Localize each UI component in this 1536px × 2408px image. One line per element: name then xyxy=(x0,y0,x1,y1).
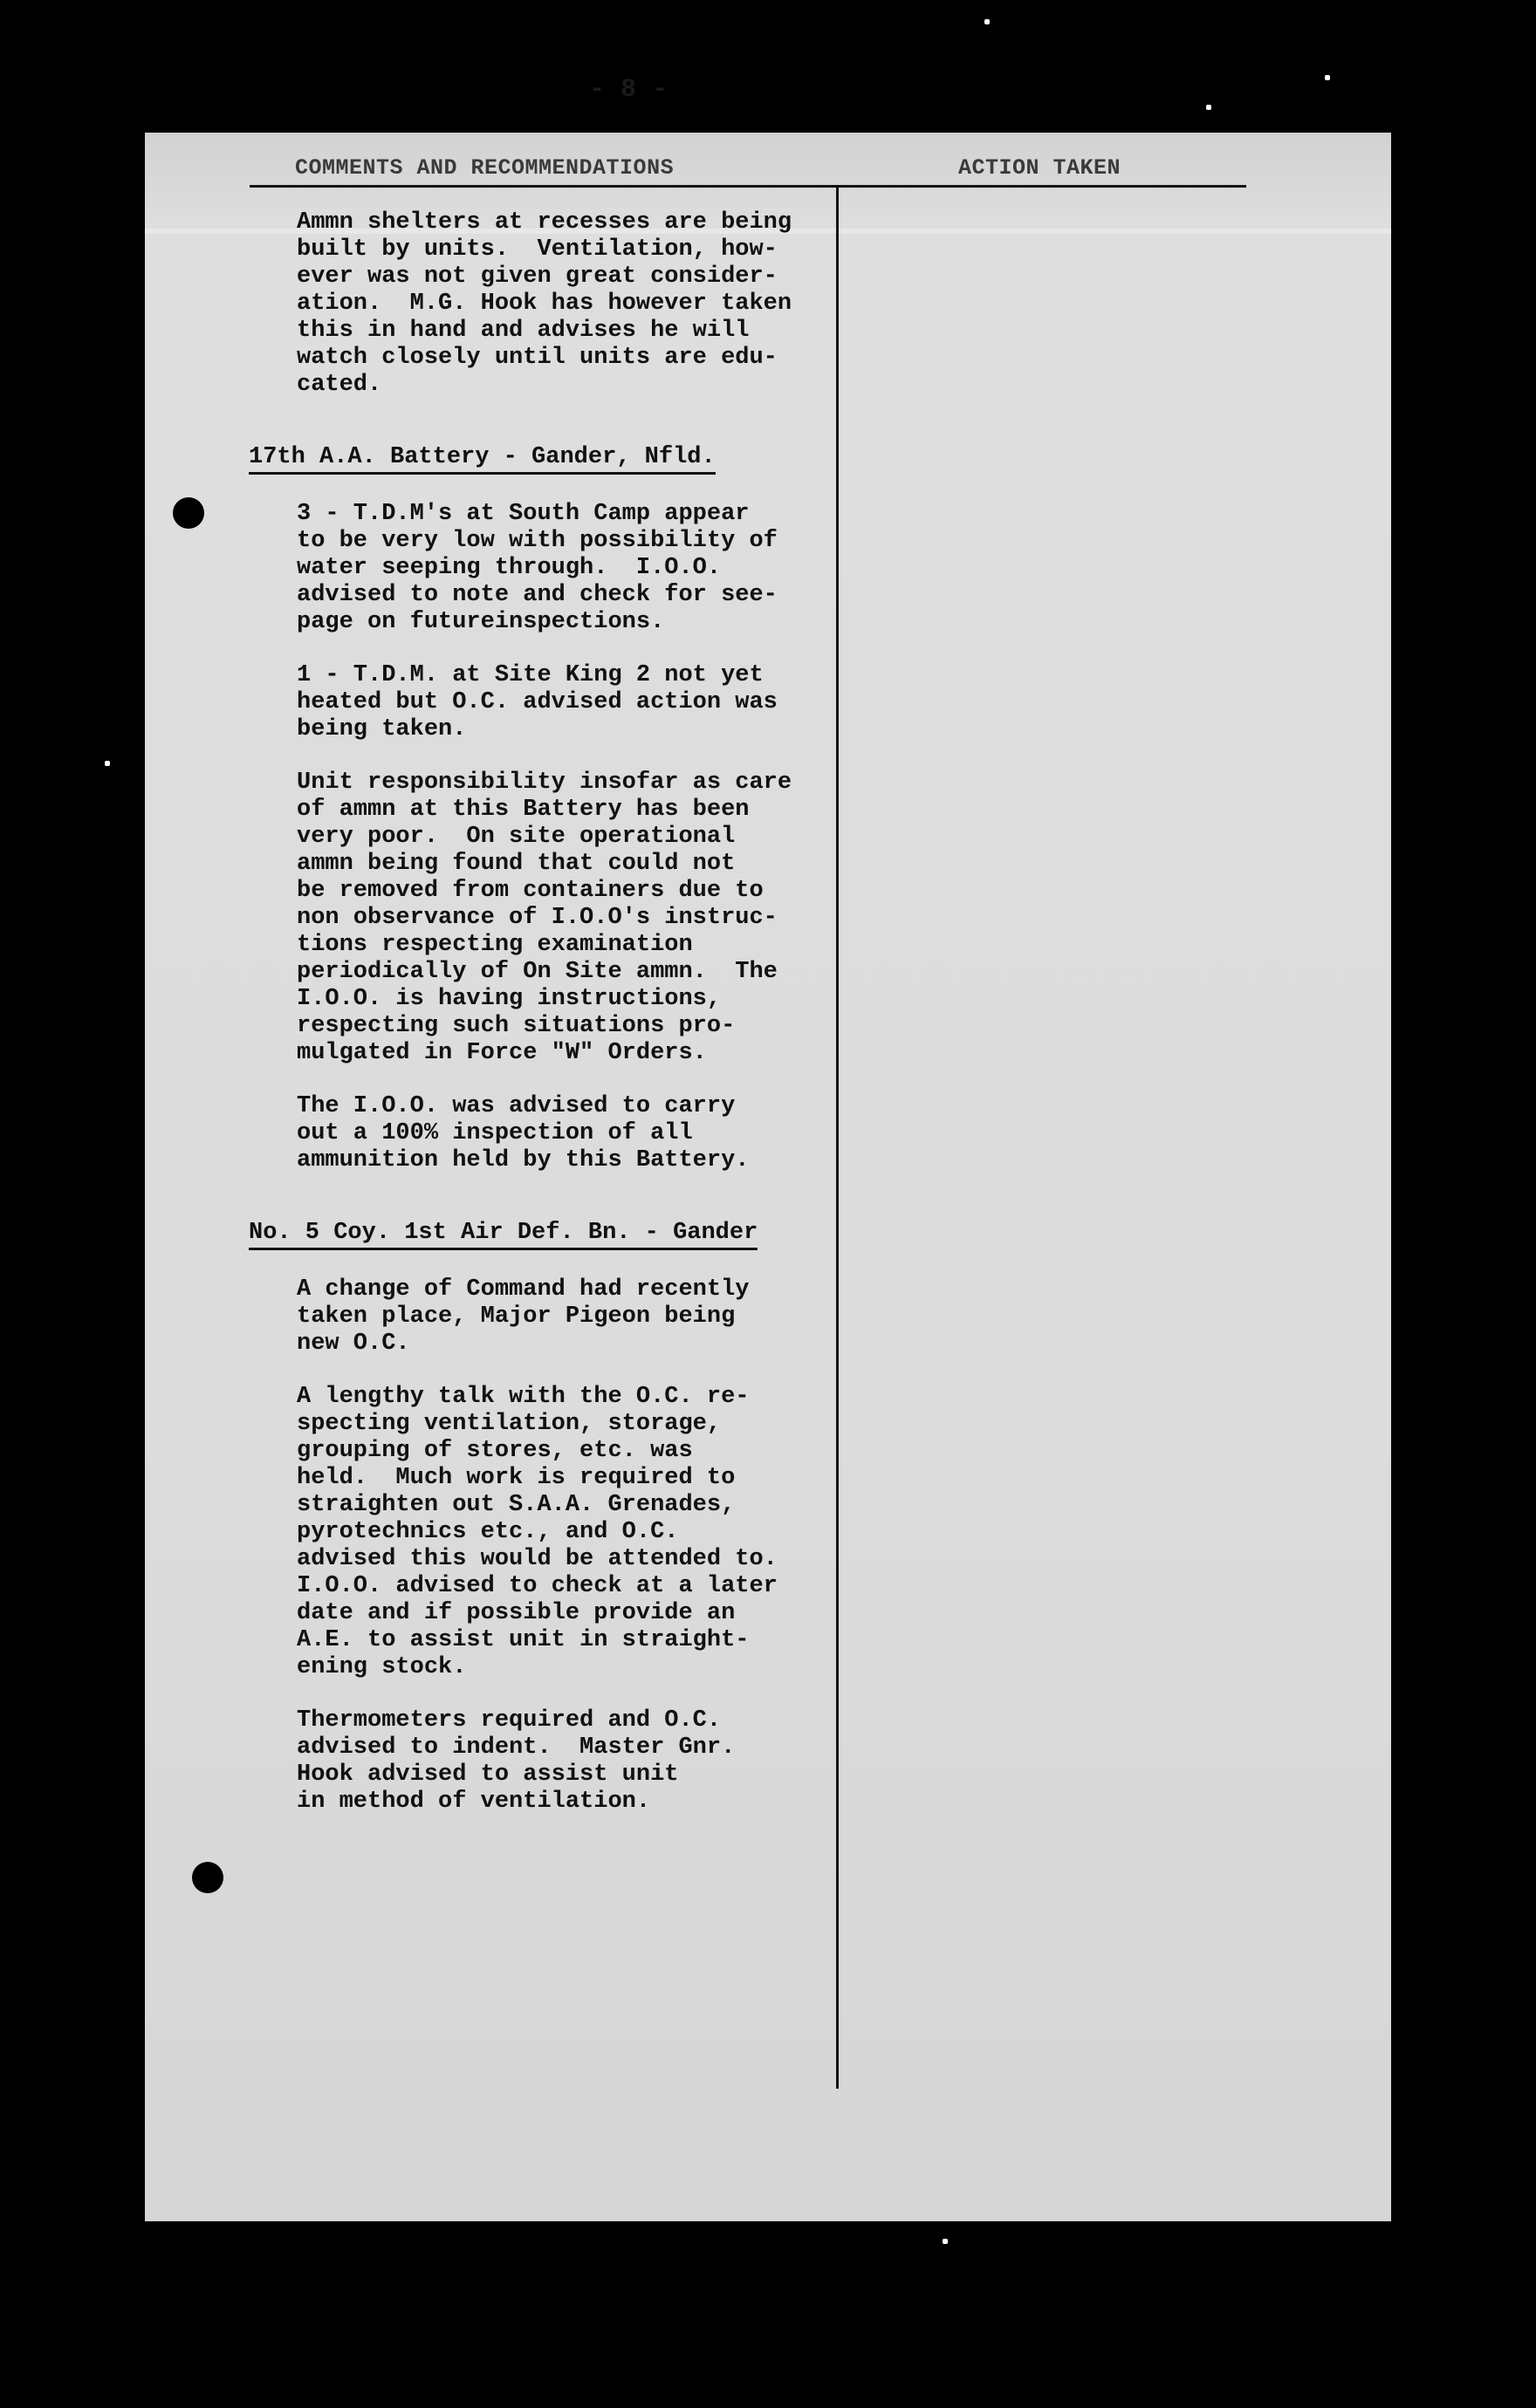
comments-column xyxy=(249,209,831,1842)
intro-paragraph: Ammn shelters at recesses are being built by units. Ventilation, how- ever was not given great consider- ation. M.G. Hook has however taken this in hand and advises he will watch closely until units are edu- cated. xyxy=(297,209,792,398)
section-company xyxy=(249,1201,831,1816)
scan-speck xyxy=(943,2239,948,2244)
paragraph: A change of Command had recently taken place, Major Pigeon being new O.C. xyxy=(297,1276,750,1357)
punch-hole xyxy=(173,497,204,529)
scan-speck xyxy=(1325,75,1330,80)
header-rule xyxy=(250,185,1246,188)
scan-speck xyxy=(105,761,110,766)
section-heading: 17th A.A. Battery - Gander, Nfld. xyxy=(249,444,716,475)
scan-speck xyxy=(984,19,990,24)
paragraph: A lengthy talk with the O.C. re- specting ventilation, storage, grouping of stores, etc. was held. Much work is required to straighten out S.A.A. Grenades, pyrotechnics etc., and O.C. advised this would be attended to. I.O.O. advised to check at a later date and if possible provide an A.E. to assist unit in straight- ening stock. xyxy=(297,1384,778,1680)
section-battery xyxy=(249,425,831,1174)
comments-column-heading: COMMENTS AND RECOMMENDATIONS xyxy=(295,155,675,181)
paragraph: The I.O.O. was advised to carry out a 100% inspection of all ammunition held by this Battery. xyxy=(297,1093,750,1173)
paragraph: Thermometers required and O.C. advised to indent. Master Gnr. Hook advised to assist unit in method of ventilation. xyxy=(297,1707,736,1815)
paragraph: Unit responsibility insofar as care of ammn at this Battery has been very poor. On site operational ammn being found that could not be removed from containers due to non observance of I.O.O's instruc- tions respecting examination periodically of On Site ammn. The I.O.O. is having instructions, respecting such situations pro- mulgated in Force "W" Orders. xyxy=(297,770,792,1066)
punch-hole xyxy=(192,1862,223,1893)
section-heading: No. 5 Coy. 1st Air Def. Bn. - Gander xyxy=(249,1220,758,1250)
action-column-heading: ACTION TAKEN xyxy=(958,155,1121,181)
paragraph: 1 - T.D.M. at Site King 2 not yet heated but O.C. advised action was being taken. xyxy=(297,662,778,742)
paragraph: 3 - T.D.M's at South Camp appear to be very low with possibility of water seeping through. I.O.O. advised to note and check for see- page on futureinspections. xyxy=(297,501,778,635)
scan-speck xyxy=(1206,105,1211,110)
page-number: - 8 - xyxy=(588,75,668,105)
column-divider xyxy=(836,185,839,2089)
